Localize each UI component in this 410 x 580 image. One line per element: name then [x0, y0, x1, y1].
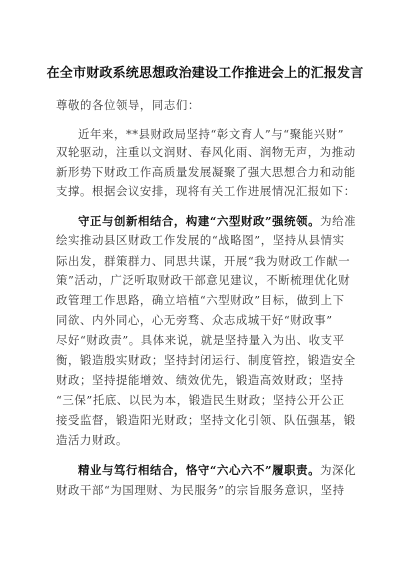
paragraph-2-heading: 守正与创新相结合，构建“六型财政”强统领。	[78, 214, 321, 228]
paragraph-2-line-5: 政管理工作思路，确立培植“六型财政”目标，做到上下	[56, 293, 345, 307]
paragraph-1-line-4: 支撑。根据会议安排，现将有关工作进展情况汇报如下：	[56, 184, 356, 198]
paragraph-2-line-4: 策”活动，广泛听取财政干部意见建议，不断梳理优化财	[56, 273, 351, 287]
paragraph-2-line-2: 绘实推动县区财政工作发展的“战略图”，坚持从县情实	[56, 233, 345, 247]
paragraph-2-line-7: 尽好“财政责”。具体来说，就是坚持量入为出、收支平	[56, 333, 345, 347]
paragraph-2-line-12: 造活力财政。	[56, 433, 128, 447]
paragraph-2-line-11: 接受监督，锻造阳光财政；坚持文化引领、队伍强基，锻	[56, 413, 356, 427]
document-title: 在全市财政系统思想政治建设工作推进会上的汇报发言	[46, 66, 364, 81]
paragraph-2-line-9: 财政；坚持提能增效、绩效优先，锻造高效财政；坚持	[56, 373, 344, 387]
salutation: 尊敬的各位领导，同志们：	[56, 98, 200, 112]
paragraph-3-first-line	[78, 463, 356, 477]
paragraph-2-line-3: 际出发，群策群力、同思共谋，开展“我为财政工作献一	[56, 254, 351, 268]
paragraph-3-line-1: 为深化	[320, 463, 357, 477]
paragraph-2-first-line	[78, 214, 356, 228]
paragraph-2-line-6: 同欲、内外同心，心无旁骛、众志成城干好“财政事”	[56, 313, 333, 327]
paragraph-3-heading: 精业与笃行相结合，恪守“六心六不”履职责。	[78, 463, 321, 477]
paragraph-2-line-1: 为给准	[320, 214, 357, 228]
paragraph-1-line-2: 双轮驱动，注重以文润财、春风化雨、润物无声，为推动	[56, 145, 356, 159]
paragraph-3-line-2: 财政干部“为国理财、为民服务”的宗旨服务意识，坚持	[56, 483, 345, 497]
paragraph-1-line-3: 新形势下财政工作高质量发展凝聚了强大思想合力和动能	[56, 165, 356, 179]
paragraph-2-line-8: 衡，锻造殷实财政；坚持封闭运行、制度管控，锻造安全	[56, 353, 356, 367]
paragraph-1-line-1: 近年来，**县财政局坚持“彰文育人”与“聚能兴财”	[78, 127, 345, 141]
paragraph-2-line-10: “三保”托底、以民为本，锻造民生财政；坚持公开公正	[56, 393, 345, 407]
